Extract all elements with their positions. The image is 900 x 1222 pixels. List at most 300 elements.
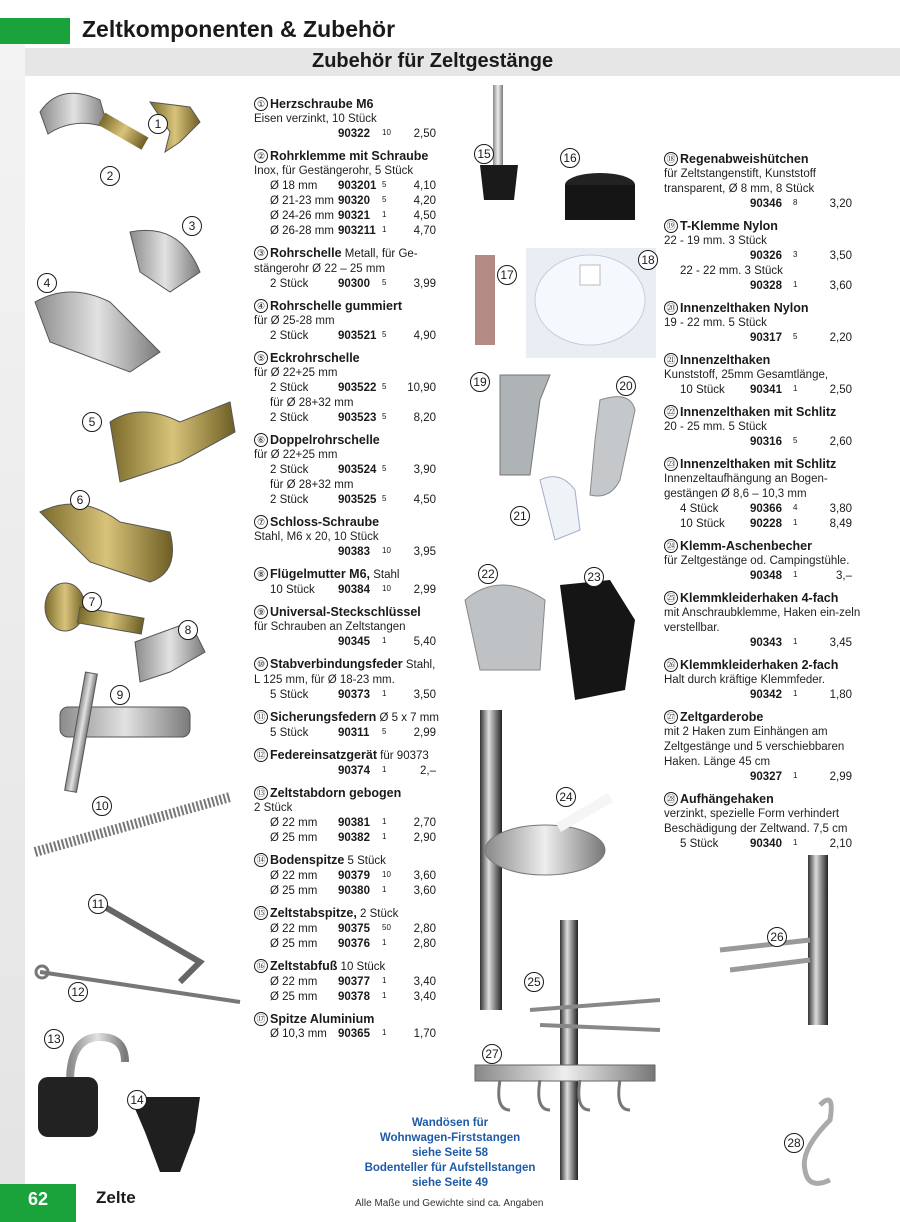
variant-label: 4 Stück — [680, 503, 719, 515]
crossref-line-2: Wohnwagen-Firststangen — [379, 1132, 521, 1144]
product-name: Aufhängehaken — [680, 792, 774, 806]
variant-label: 5 Stück — [680, 838, 719, 850]
callout-25: 25 — [524, 972, 544, 992]
article-number: 90328 — [750, 280, 782, 292]
article-number: 903522 — [338, 382, 377, 394]
pack-size: 1 — [793, 518, 798, 527]
product-description: 20 - 25 mm. 5 Stück — [664, 421, 767, 433]
callout-23: 23 — [584, 567, 604, 587]
item-number: ㉒ — [664, 405, 678, 419]
item-number: ⑧ — [254, 567, 268, 581]
variant-label: Ø 18 mm — [270, 180, 318, 192]
article-number: 90228 — [750, 518, 782, 530]
product-name: Doppelrohrschelle — [270, 433, 380, 447]
variant-label: 2 Stück — [270, 330, 309, 342]
price-row — [254, 635, 440, 650]
double-clamp-image — [40, 504, 173, 582]
price-row — [664, 770, 864, 785]
price: 2,60 — [829, 436, 852, 448]
pack-size: 4 — [793, 503, 798, 512]
price-row — [254, 831, 440, 846]
product-name: Innenzelthaken Nylon — [680, 301, 809, 315]
price-row — [254, 922, 440, 937]
callout-6: 6 — [70, 490, 90, 510]
price: 8,49 — [829, 518, 852, 530]
product-name: Federeinsatzgerät — [270, 748, 377, 762]
price: 3,50 — [413, 689, 436, 701]
article-number: 903211 — [338, 225, 376, 237]
product-item — [664, 151, 864, 212]
price: 5,40 — [413, 636, 436, 648]
product-item — [254, 148, 440, 239]
pack-size: 1 — [382, 636, 387, 645]
footer-note: Alle Maße und Gewichte sind ca. Angaben — [355, 1198, 544, 1209]
product-title — [254, 709, 440, 726]
spring-tool-image — [36, 966, 240, 1002]
slot-hook-black-image — [560, 580, 635, 700]
callout-17: 17 — [497, 265, 517, 285]
pack-size: 10 — [382, 546, 391, 555]
price: 2,50 — [829, 384, 852, 396]
item-number: ③ — [254, 246, 268, 260]
product-title — [254, 958, 440, 975]
product-item — [254, 514, 440, 560]
callout-2: 2 — [100, 166, 120, 186]
pack-size: 5 — [793, 436, 798, 445]
price-row — [254, 478, 440, 493]
price: 2,50 — [413, 128, 436, 140]
price-row — [254, 381, 440, 396]
product-name: Zeltgarderobe — [680, 710, 764, 724]
price-row — [664, 383, 864, 398]
item-number: ⑱ — [664, 152, 678, 166]
article-number: 90300 — [338, 278, 370, 290]
item-number: ⑫ — [254, 748, 268, 762]
product-name: Innenzelthaken mit Schlitz — [680, 405, 837, 419]
product-item — [254, 1011, 440, 1042]
article-number: 90326 — [750, 250, 782, 262]
price-row — [254, 396, 440, 411]
variant-label: 5 Stück — [270, 689, 309, 701]
product-title — [254, 604, 440, 620]
price-row — [664, 502, 864, 517]
product-description: für Zeltstangenstift, Kunststoff transparent, Ø 8 mm, 8 Stück — [664, 168, 816, 195]
price-row — [254, 816, 440, 831]
price: 1,80 — [829, 689, 852, 701]
price-row — [254, 194, 440, 209]
product-name: Rohrklemme mit Schraube — [270, 149, 429, 163]
price-row — [664, 837, 864, 852]
price-row — [254, 493, 440, 508]
article-number: 90366 — [750, 503, 782, 515]
callout-1: 1 — [148, 114, 168, 134]
product-item — [664, 404, 864, 450]
pole-foot-image — [565, 173, 635, 220]
product-description: Eisen verzinkt, 10 Stück — [254, 113, 377, 125]
product-extra: für 90373 — [376, 750, 429, 762]
article-number: 90341 — [750, 384, 782, 396]
item-number: ⑮ — [254, 906, 268, 920]
product-item — [664, 709, 864, 785]
article-number: 90340 — [750, 838, 782, 850]
pack-size: 5 — [382, 727, 387, 736]
variant-label: Ø 25 mm — [270, 832, 318, 844]
variant-label: 10 Stück — [680, 384, 725, 396]
bent-pin-image — [38, 1037, 125, 1137]
product-name: Zeltstabfuß — [270, 959, 338, 973]
pack-size: 1 — [793, 838, 798, 847]
article-number: 90375 — [338, 923, 370, 935]
product-name: Eckrohrschelle — [270, 351, 360, 365]
article-number: 90374 — [338, 765, 370, 777]
ashtray-image — [480, 710, 613, 1010]
pack-size: 5 — [793, 332, 798, 341]
price: 3,50 — [829, 250, 852, 262]
price-row — [254, 688, 440, 703]
variant-label: Ø 22 mm — [270, 817, 318, 829]
callout-21: 21 — [510, 506, 530, 526]
product-description: für Ø 25-28 mm — [254, 315, 335, 327]
article-number: 90346 — [750, 198, 782, 210]
product-description: mit 2 Haken zum Einhängen am Zeltgestänge und 5 verschiebbaren Haken. Länge 45 cm — [664, 726, 845, 768]
callout-7: 7 — [82, 592, 102, 612]
product-description: L 125 mm, für Ø 18-23 mm. — [254, 674, 395, 686]
variant-label: 2 Stück — [270, 494, 309, 506]
price: 3,40 — [413, 976, 436, 988]
price: 2,70 — [413, 817, 436, 829]
article-number: 903524 — [338, 464, 377, 476]
pack-size: 5 — [382, 464, 387, 473]
safety-pin-image — [105, 907, 200, 982]
item-number: ⑬ — [254, 786, 268, 800]
price: 4,90 — [413, 330, 436, 342]
pack-size: 1 — [382, 765, 387, 774]
product-description: Stahl, M6 x 20, 10 Stück — [254, 531, 379, 543]
product-title — [664, 352, 864, 368]
price: 2,– — [420, 765, 436, 777]
corner-clamp-image — [110, 402, 235, 482]
price: 4,20 — [413, 195, 436, 207]
price: 4,50 — [413, 494, 436, 506]
item-number: ⑦ — [254, 515, 268, 529]
product-item — [664, 590, 864, 651]
product-name: T-Klemme Nylon — [680, 219, 778, 233]
price-row — [664, 435, 864, 450]
product-extra: Metall, für Ge- — [341, 248, 418, 260]
price: 4,70 — [413, 225, 436, 237]
product-title — [254, 96, 440, 112]
variant-label: für Ø 28+32 mm — [270, 479, 354, 491]
item-number: ㉔ — [664, 539, 678, 553]
article-number: 90376 — [338, 938, 370, 950]
item-number: ㉖ — [664, 658, 678, 672]
pack-size: 1 — [382, 210, 387, 219]
article-number: 90322 — [338, 128, 370, 140]
product-name: Zeltstabdorn gebogen — [270, 786, 402, 800]
pack-size: 1 — [382, 832, 387, 841]
item-number: ④ — [254, 299, 268, 313]
article-number: 90365 — [338, 1028, 370, 1040]
product-description: verzinkt, spezielle Form verhindert Beschädigung der Zeltwand. 7,5 cm — [664, 808, 848, 835]
price: 3,60 — [829, 280, 852, 292]
product-title — [664, 151, 864, 167]
pack-size: 1 — [382, 689, 387, 698]
product-description: Halt durch kräftige Klemmfeder. — [664, 674, 826, 686]
product-description: 22 - 19 mm. 3 Stück — [664, 235, 767, 247]
article-number: 90311 — [338, 727, 370, 739]
price: 3,45 — [829, 637, 852, 649]
article-number: 90379 — [338, 870, 370, 882]
product-title — [254, 432, 440, 448]
article-number: 90327 — [750, 771, 782, 783]
price: 2,99 — [413, 584, 436, 596]
aluminium-tip-image — [475, 255, 495, 345]
product-title — [664, 218, 864, 234]
article-number: 90316 — [750, 436, 782, 448]
product-name: Rohrschelle gummiert — [270, 299, 402, 313]
crossref-line-1: Wandösen für — [411, 1117, 489, 1129]
variant-label: Ø 25 mm — [270, 938, 318, 950]
price: 2,20 — [829, 332, 852, 344]
product-title — [254, 747, 440, 764]
product-description: stängerohr Ø 22 – 25 mm — [254, 263, 386, 275]
item-number: ⑤ — [254, 351, 268, 365]
pack-size: 5 — [382, 330, 387, 339]
price: 1,70 — [413, 1028, 436, 1040]
crossref-page-link-2[interactable]: siehe Seite 49 — [411, 1177, 489, 1189]
price: 10,90 — [407, 382, 436, 394]
product-item — [254, 566, 440, 598]
product-item — [664, 352, 864, 398]
slot-hook-image — [465, 585, 545, 670]
article-number: 903523 — [338, 412, 377, 424]
product-title — [254, 298, 440, 314]
price: 3,20 — [829, 198, 852, 210]
variant-label: 2 Stück — [270, 382, 309, 394]
product-name: Sicherungsfedern — [270, 710, 377, 724]
product-title — [254, 566, 440, 583]
product-name: Klemmkleiderhaken 2-fach — [680, 658, 839, 672]
pack-size: 10 — [382, 870, 391, 879]
price: 2,99 — [829, 771, 852, 783]
article-number: 90321 — [338, 210, 370, 222]
price: 3,40 — [413, 991, 436, 1003]
callout-19: 19 — [470, 372, 490, 392]
price-row — [254, 884, 440, 899]
variant-label: Ø 24-26 mm — [270, 210, 334, 222]
item-number: ㉓ — [664, 457, 678, 471]
callout-11: 11 — [88, 894, 108, 914]
product-name: Flügelmutter M6, — [270, 567, 371, 581]
page-subtitle: Zubehör für Zeltgestänge — [312, 50, 554, 72]
product-list-right — [664, 151, 864, 858]
callout-14: 14 — [127, 1090, 147, 1110]
article-number: 90342 — [750, 689, 782, 701]
small-hook-image — [540, 477, 580, 540]
product-name: Innenzelthaken mit Schlitz — [680, 457, 837, 471]
variant-label: Ø 26-28 mm — [270, 225, 334, 237]
variant-label: 2 Stück — [270, 278, 309, 290]
product-item — [254, 958, 440, 1005]
pack-size: 1 — [793, 637, 798, 646]
product-item — [254, 350, 440, 426]
product-name: Rohrschelle — [270, 246, 342, 260]
crossref-page-link-1[interactable]: siehe Seite 58 — [411, 1147, 489, 1159]
product-description: für Ø 22+25 mm — [254, 449, 338, 461]
article-number: 90343 — [750, 637, 782, 649]
side-band — [0, 44, 25, 1184]
variant-label: 10 Stück — [270, 584, 315, 596]
product-description: Innenzeltaufhängung an Bogen-gestängen Ø 8,6 – 10,3 mm — [664, 473, 828, 500]
price: 3,60 — [413, 885, 436, 897]
callout-8: 8 — [178, 620, 198, 640]
price-row — [254, 463, 440, 478]
callout-15: 15 — [474, 144, 494, 164]
pack-size: 3 — [793, 250, 798, 259]
price-row — [254, 224, 440, 239]
price: 2,80 — [413, 923, 436, 935]
price: 3,90 — [413, 464, 436, 476]
callout-28: 28 — [784, 1133, 804, 1153]
callout-27: 27 — [482, 1044, 502, 1064]
product-title — [664, 456, 864, 472]
product-name: Schloss-Schraube — [270, 515, 380, 529]
variant-label: 5 Stück — [270, 727, 309, 739]
price-row — [664, 249, 864, 264]
variant-label: 22 - 22 mm. 3 Stück — [680, 265, 783, 277]
pack-size: 5 — [382, 195, 387, 204]
pack-size: 1 — [382, 976, 387, 985]
article-number: 90384 — [338, 584, 370, 596]
product-item — [254, 432, 440, 508]
article-number: 90317 — [750, 332, 782, 344]
product-title — [254, 852, 440, 869]
product-title — [664, 404, 864, 420]
pack-size: 5 — [382, 412, 387, 421]
price-row — [254, 583, 440, 598]
callout-13: 13 — [44, 1029, 64, 1049]
item-number: ⑰ — [254, 1012, 268, 1026]
product-title — [254, 905, 440, 922]
product-item — [254, 709, 440, 741]
price: 4,10 — [413, 180, 436, 192]
product-description: 19 - 22 mm. 5 Stück — [664, 317, 767, 329]
product-title — [664, 709, 864, 725]
item-number: ⑭ — [254, 853, 268, 867]
pack-size: 50 — [382, 923, 391, 932]
product-name: Herzschraube M6 — [270, 97, 374, 111]
product-item — [254, 747, 440, 779]
pack-size: 5 — [382, 180, 387, 189]
variant-label: 2 Stück — [270, 464, 309, 476]
product-name: Universal-Steckschlüssel — [270, 605, 421, 619]
callout-3: 3 — [182, 216, 202, 236]
t-clamp-image — [500, 375, 550, 475]
item-number: ⑯ — [254, 959, 268, 973]
pack-size: 5 — [382, 494, 387, 503]
price-row — [254, 726, 440, 741]
pack-size: 1 — [793, 570, 798, 579]
price-row — [254, 937, 440, 952]
item-number: ① — [254, 97, 268, 111]
pack-size: 1 — [382, 817, 387, 826]
price-row — [254, 127, 440, 142]
price: 8,20 — [413, 412, 436, 424]
product-title — [254, 350, 440, 366]
article-number: 90377 — [338, 976, 370, 988]
product-description: für Schrauben an Zeltstangen — [254, 621, 406, 633]
rain-cap-image — [526, 248, 656, 358]
price-row — [254, 764, 440, 779]
article-number: 90373 — [338, 689, 370, 701]
price: 3,60 — [413, 870, 436, 882]
pack-size: 1 — [793, 384, 798, 393]
callout-16: 16 — [560, 148, 580, 168]
article-number: 903201 — [338, 180, 377, 192]
item-number: ⑨ — [254, 605, 268, 619]
product-name: Zeltstabspitze, — [270, 906, 357, 920]
price-row — [254, 869, 440, 884]
product-extra: Stahl — [370, 569, 400, 581]
callout-4: 4 — [37, 273, 57, 293]
variant-label: Ø 10,3 mm — [270, 1028, 327, 1040]
product-title — [664, 300, 864, 316]
price: 2,99 — [413, 727, 436, 739]
product-name: Spitze Aluminium — [270, 1012, 375, 1026]
pack-size: 1 — [793, 771, 798, 780]
product-title — [664, 657, 864, 673]
pack-size: 1 — [382, 991, 387, 1000]
item-number: ㉑ — [664, 353, 678, 367]
item-number: ㉘ — [664, 792, 678, 806]
price-row — [254, 1027, 440, 1042]
variant-label: 10 Stück — [680, 518, 725, 530]
page-title: Zeltkomponenten & Zubehör — [82, 16, 396, 42]
product-item — [664, 538, 864, 584]
tent-hook-nylon-image — [590, 397, 635, 496]
item-number: ② — [254, 149, 268, 163]
callout-18: 18 — [638, 250, 658, 270]
variant-label: Ø 21-23 mm — [270, 195, 334, 207]
pole-tip-image — [480, 85, 518, 200]
product-title — [254, 1011, 440, 1027]
article-number: 90381 — [338, 817, 370, 829]
callout-12: 12 — [68, 982, 88, 1002]
pack-size: 10 — [382, 128, 391, 137]
price: 3,80 — [829, 503, 852, 515]
pack-size: 8 — [793, 198, 798, 207]
callout-20: 20 — [616, 376, 636, 396]
article-number: 90345 — [338, 636, 370, 648]
price-row — [254, 545, 440, 560]
product-description: Inox, für Gestängerohr, 5 Stück — [254, 165, 414, 177]
product-item — [664, 300, 864, 346]
product-extra: Stahl, — [402, 659, 436, 671]
product-item — [664, 456, 864, 532]
price-row — [254, 975, 440, 990]
pack-size: 5 — [382, 278, 387, 287]
product-illustrations-middle — [460, 80, 665, 1200]
pipe-clamp-image — [40, 93, 148, 150]
product-description: Kunststoff, 25mm Gesamtlänge, — [664, 369, 829, 381]
product-extra: Ø 5 x 7 mm — [376, 712, 439, 724]
pack-size: 1 — [793, 280, 798, 289]
pack-size: 1 — [382, 1028, 387, 1037]
product-description: 2 Stück — [254, 802, 293, 814]
article-number: 90380 — [338, 885, 370, 897]
product-description: für Ø 22+25 mm — [254, 367, 338, 379]
product-item — [254, 245, 440, 292]
